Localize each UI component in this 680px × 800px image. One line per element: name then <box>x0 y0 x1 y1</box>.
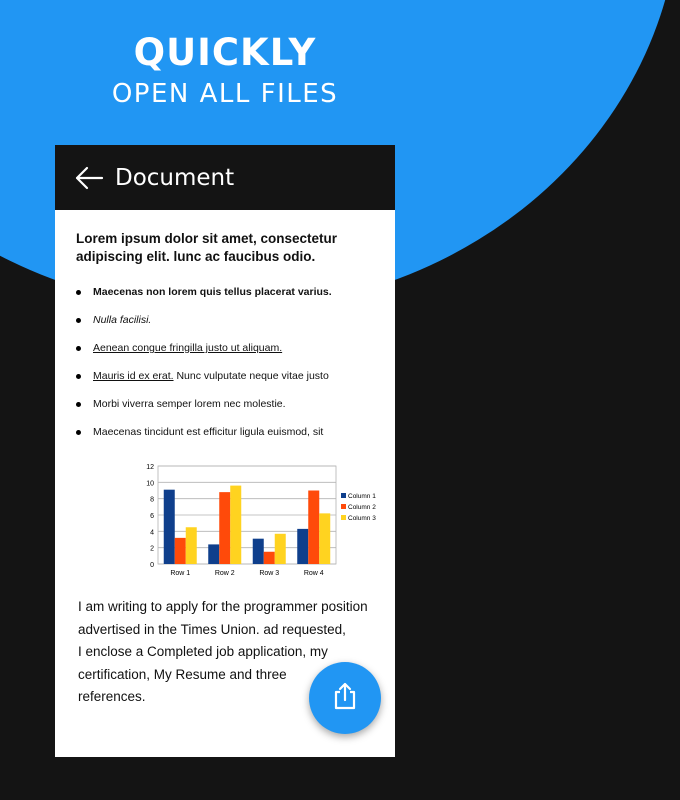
y-tick-label: 8 <box>150 496 154 504</box>
appbar-title: Document <box>115 164 235 191</box>
bar <box>275 534 286 564</box>
bar <box>264 552 275 564</box>
headline-title: QUICKLY <box>133 31 317 74</box>
chart-svg <box>118 456 376 586</box>
bar <box>319 513 330 564</box>
letter-line: I enclose a Completed job application, my <box>78 644 328 659</box>
bar <box>219 492 230 564</box>
list-item: Morbi viverra semper lorem nec molestie. <box>76 390 375 418</box>
document-content <box>55 210 395 709</box>
document-heading: Lorem ipsum dolor sit amet, consectetur adipiscing elit. lunc ac faucibus odio. <box>76 231 338 264</box>
x-tick-label: Row 3 <box>259 570 280 577</box>
legend-label: Column 2 <box>348 504 376 511</box>
share-icon <box>332 682 358 715</box>
app-bar <box>55 145 395 210</box>
list-item: Maecenas non lorem quis tellus placerat varius. <box>76 278 375 306</box>
bullet-list <box>76 278 375 446</box>
list-item: Aenean congue fringilla justo ut aliquam. <box>76 334 375 362</box>
y-tick-label: 4 <box>150 529 154 537</box>
letter-line: advertised in the Times Union. ad requested, <box>78 621 346 637</box>
y-tick-label: 12 <box>146 464 154 471</box>
list-item <box>76 362 375 390</box>
x-tick-label: Row 1 <box>170 570 191 577</box>
bar <box>164 490 175 564</box>
bar <box>186 527 197 564</box>
list-item-rest: Nunc vulputate neque vitae justo <box>173 370 329 382</box>
bar <box>208 544 219 564</box>
arrow-left-icon[interactable] <box>75 164 103 192</box>
letter-line: I am writing to apply for the programmer position <box>78 599 368 614</box>
legend-label: Column 3 <box>348 515 376 522</box>
legend-label: Column 1 <box>348 493 376 500</box>
bar <box>253 539 264 564</box>
bar <box>175 538 186 564</box>
x-tick-label: Row 4 <box>303 570 324 577</box>
letter-line: certification, My Resume and three <box>78 666 287 682</box>
legend-swatch <box>341 515 346 520</box>
y-tick-label: 6 <box>150 513 154 520</box>
promo-headline <box>0 30 450 110</box>
list-item: Maecenas tincidunt est efficitur ligula euismod, sit <box>76 418 375 446</box>
list-item-underlined: Mauris id ex erat. <box>93 370 174 382</box>
x-tick-label: Row 2 <box>214 570 235 577</box>
bar <box>297 529 308 564</box>
headline-subtitle: OPEN ALL FILES <box>111 79 339 109</box>
bar-chart <box>118 456 376 586</box>
legend-swatch <box>341 504 346 509</box>
bar <box>308 491 319 565</box>
legend-swatch <box>341 493 346 498</box>
list-item: Nulla facilisi. <box>76 306 375 334</box>
y-tick-label: 2 <box>150 545 154 553</box>
y-tick-label: 0 <box>150 562 154 569</box>
y-tick-label: 10 <box>146 480 154 488</box>
bar <box>230 486 241 564</box>
letter-line: references. <box>78 689 146 704</box>
share-button[interactable] <box>309 662 381 734</box>
